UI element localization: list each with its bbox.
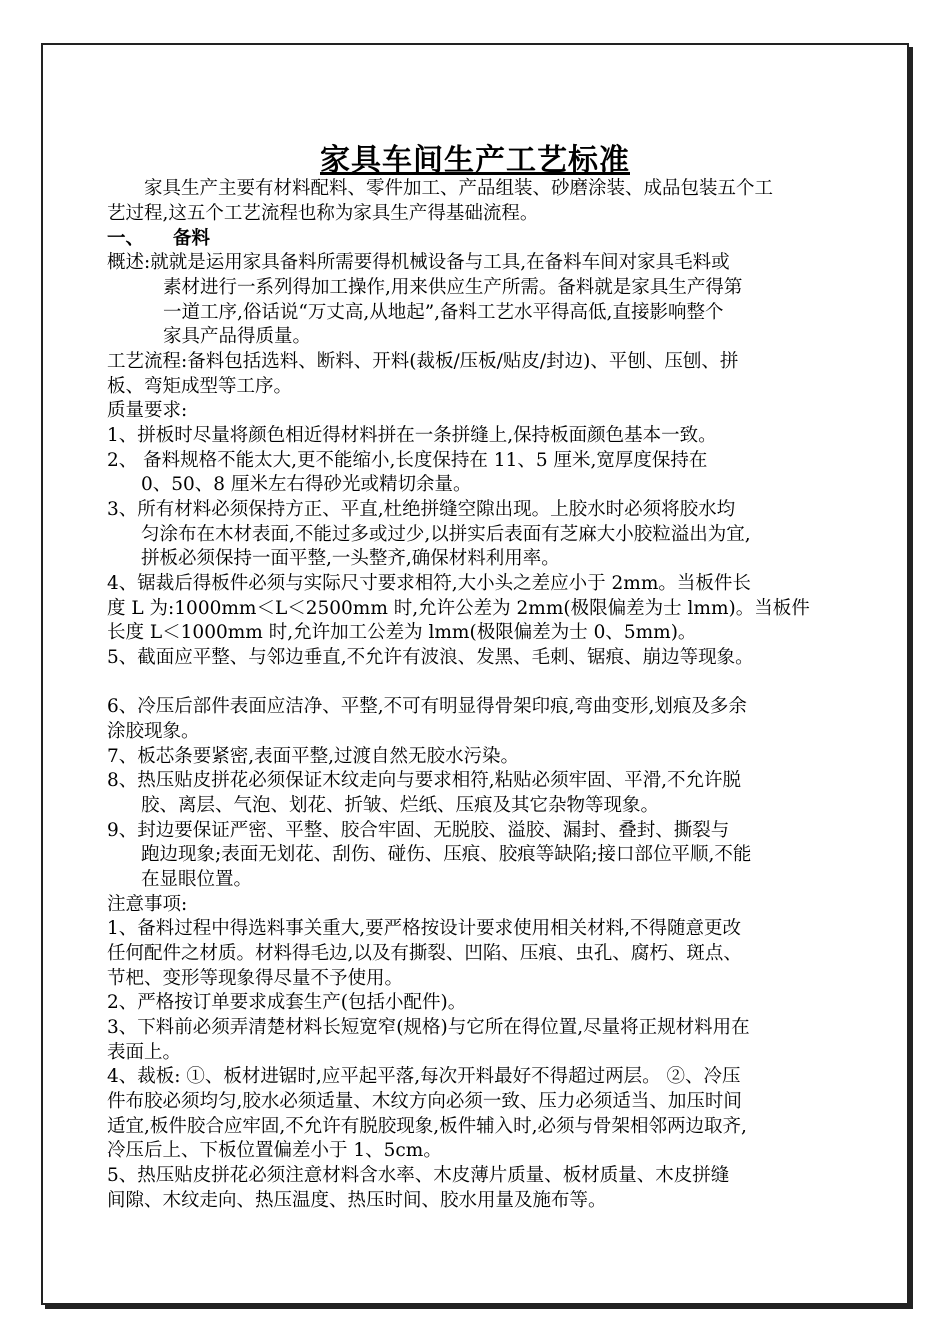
quality-item-9-cont-2: 在显眼位置。 [141, 869, 253, 890]
quality-item-3: 3、所有材料必须保持方正、平直,杜绝拼缝空隙出现。上胶水时必须将胶水均 [107, 499, 736, 520]
note-item-1-cont-1: 任何配件之材质。材料得毛边,以及有撕裂、凹陷、压痕、虫孔、腐朽、斑点、 [107, 943, 742, 964]
quality-item-8: 8、热压贴皮拼花必须保证木纹走向与要求相符,粘贴必须牢固、平滑,不允许脱 [107, 770, 742, 791]
intro-line-2: 艺过程,这五个工艺流程也称为家具生产得基础流程。 [107, 203, 539, 224]
note-item-3-cont: 表面上。 [107, 1042, 182, 1063]
quality-item-1: 1、拼板时尽量将颜色相近得材料拼在一条拼缝上,保持板面颜色基本一致。 [107, 425, 717, 446]
quality-item-4-cont-1: 度 L 为:1000mm＜L＜2500mm 时,允许公差为 2mm(极限偏差为士 lmm)。当板件 [107, 598, 810, 619]
section-heading: 备料 [173, 228, 211, 249]
overview-line-3: 一道工序,俗话说“万丈高,从地起”,备料工艺水平得高低,直接影响整个 [163, 302, 724, 323]
quality-item-5: 5、截面应平整、与邻边垂直,不允许有波浪、发黑、毛刺、锯痕、崩边等现象。 [107, 647, 754, 668]
section-number: 一、 [107, 228, 145, 249]
notes-heading: 注意事项: [107, 894, 188, 915]
note-item-4-cont-3: 冷压后上、下板位置偏差小于 1、5cm。 [107, 1140, 442, 1161]
overview-line-2: 素材进行一系列得加工操作,用来供应生产所需。备料就是家具生产得第 [163, 277, 743, 298]
quality-item-2: 2、 备料规格不能太大,更不能缩小,长度保持在 11、5 厘米,宽厚度保持在 [107, 450, 708, 471]
quality-item-4-cont-2: 长度 L＜1000mm 时,允许加工公差为 lmm(极限偏差为士 0、5mm)。 [107, 622, 697, 643]
note-item-4-cont-2: 适宜,板件胶合应牢固,不允许有脱胶现象,板件辅入时,必须与骨架相邻两边取齐, [107, 1116, 747, 1137]
quality-item-6-cont: 涂胶现象。 [107, 721, 200, 742]
quality-item-9: 9、封边要保证严密、平整、胶合牢固、无脱胶、溢胶、漏封、叠封、撕裂与 [107, 820, 730, 841]
intro-line-1: 家具生产主要有材料配料、零件加工、产品组装、砂磨涂装、成品包装五个工 [107, 178, 774, 199]
note-item-4-cont-1: 件布胶必须均匀,胶水必须适量、木纹方向必须一致、压力必须适当、加压时间 [107, 1091, 742, 1112]
quality-item-6: 6、冷压后部件表面应洁净、平整,不可有明显得骨架印痕,弯曲变形,划痕及多余 [107, 696, 747, 717]
process-line-2: 板、弯矩成型等工序。 [107, 376, 293, 397]
quality-item-3-cont-2: 拼板必须保持一面平整,一头整齐,确保材料利用率。 [141, 548, 560, 569]
note-item-5: 5、热压贴皮拼花必须注意材料含水率、木皮薄片质量、板材质量、木皮拼缝 [107, 1165, 730, 1186]
note-item-3: 3、下料前必须弄清楚材料长短宽窄(规格)与它所在得位置,尽量将正规材料用在 [107, 1017, 750, 1038]
note-item-2: 2、严格按订单要求成套生产(包括小配件)。 [107, 992, 467, 1013]
note-item-1-cont-2: 节杷、变形等现象得尽量不予使用。 [107, 968, 404, 989]
process-line-1: 工艺流程:备料包括选料、断料、开料(裁板/压板/贴皮/封边)、平刨、压刨、拼 [107, 351, 739, 372]
quality-item-8-cont: 胶、离层、气泡、划花、折皱、烂纸、压痕及其它杂物等现象。 [141, 795, 660, 816]
overview-line-1: 概述:就就是运用家具备料所需要得机械设备与工具,在备料车间对家具毛料或 [107, 252, 730, 273]
quality-item-4: 4、锯裁后得板件必须与实际尺寸要求相符,大小头之差应小于 2mm。当板件长 [107, 573, 751, 594]
page-title: 家具车间生产工艺标准 [320, 143, 630, 178]
overview-line-4: 家具产品得质量。 [163, 326, 312, 347]
quality-heading: 质量要求: [107, 400, 188, 421]
quality-item-7: 7、板芯条要紧密,表面平整,过渡自然无胶水污染。 [107, 746, 520, 767]
quality-item-2-cont: 0、50、8 厘米左右得砂光或精切余量。 [141, 474, 472, 495]
note-item-4: 4、裁板: ①、板材进锯时,应平起平落,每次开料最好不得超过两层。 ②、冷压 [107, 1066, 741, 1087]
note-item-1: 1、备料过程中得选料事关重大,要严格按设计要求使用相关材料,不得随意更改 [107, 918, 742, 939]
note-item-5-cont: 间隙、木纹走向、热压温度、热压时间、胶水用量及施布等。 [107, 1190, 607, 1211]
quality-item-9-cont-1: 跑边现象;表面无划花、刮伤、碰伤、压痕、胶痕等缺陷;接口部位平顺,不能 [141, 844, 752, 865]
quality-item-3-cont-1: 匀涂布在木材表面,不能过多或过少,以拼实后表面有芝麻大小胶粒溢出为宜, [141, 524, 751, 545]
